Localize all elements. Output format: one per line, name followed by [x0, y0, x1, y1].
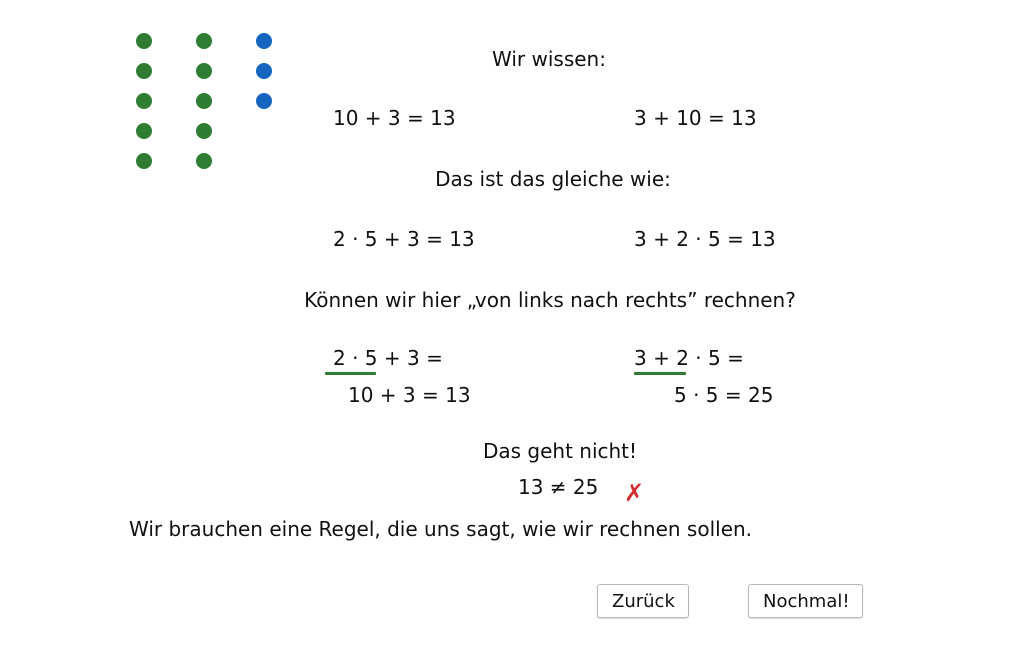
- back-button[interactable]: Zurück: [597, 584, 689, 618]
- left-calc-result: 10 + 3 = 13: [348, 383, 471, 407]
- equation-right-1: 3 + 10 = 13: [634, 106, 757, 130]
- green-dot: [136, 63, 152, 79]
- equation-left-1: 10 + 3 = 13: [333, 106, 456, 130]
- green-dot: [196, 93, 212, 109]
- cross-icon: ✗: [624, 479, 645, 507]
- not-working-text: Das geht nicht!: [482, 439, 638, 463]
- right-calc-underline: [634, 372, 686, 375]
- right-calc-result: 5 · 5 = 25: [674, 383, 774, 407]
- inequality-text: 13 ≠ 25: [518, 475, 599, 499]
- green-dot: [196, 33, 212, 49]
- green-dot: [136, 33, 152, 49]
- rule-needed-text: Wir brauchen eine Regel, die uns sagt, wie wir rechnen sollen.: [129, 517, 753, 541]
- left-calc-line: [333, 346, 443, 370]
- right-calc-line: [634, 346, 744, 370]
- right-calc-rest: · 5 =: [688, 346, 744, 370]
- again-button[interactable]: Nochmal!: [748, 584, 863, 618]
- green-dot: [196, 153, 212, 169]
- equation-right-2: 3 + 2 · 5 = 13: [634, 227, 776, 251]
- same-as-text: Das ist das gleiche wie:: [435, 167, 671, 191]
- blue-dot: [256, 33, 272, 49]
- blue-dot: [256, 93, 272, 109]
- green-dot: [136, 123, 152, 139]
- green-dot: [136, 153, 152, 169]
- green-dot: [136, 93, 152, 109]
- right-calc-underlined: 3 + 2: [634, 346, 689, 370]
- left-calc-underlined: 2 · 5: [333, 346, 378, 370]
- left-calc-rest: + 3 =: [377, 346, 443, 370]
- left-calc-underline: [325, 372, 376, 375]
- green-dot: [196, 123, 212, 139]
- blue-dot: [256, 63, 272, 79]
- question-text: Können wir hier „von links nach rechts” rechnen?: [304, 288, 796, 312]
- green-dot: [196, 63, 212, 79]
- intro-text: Wir wissen:: [492, 47, 606, 71]
- equation-left-2: 2 · 5 + 3 = 13: [333, 227, 475, 251]
